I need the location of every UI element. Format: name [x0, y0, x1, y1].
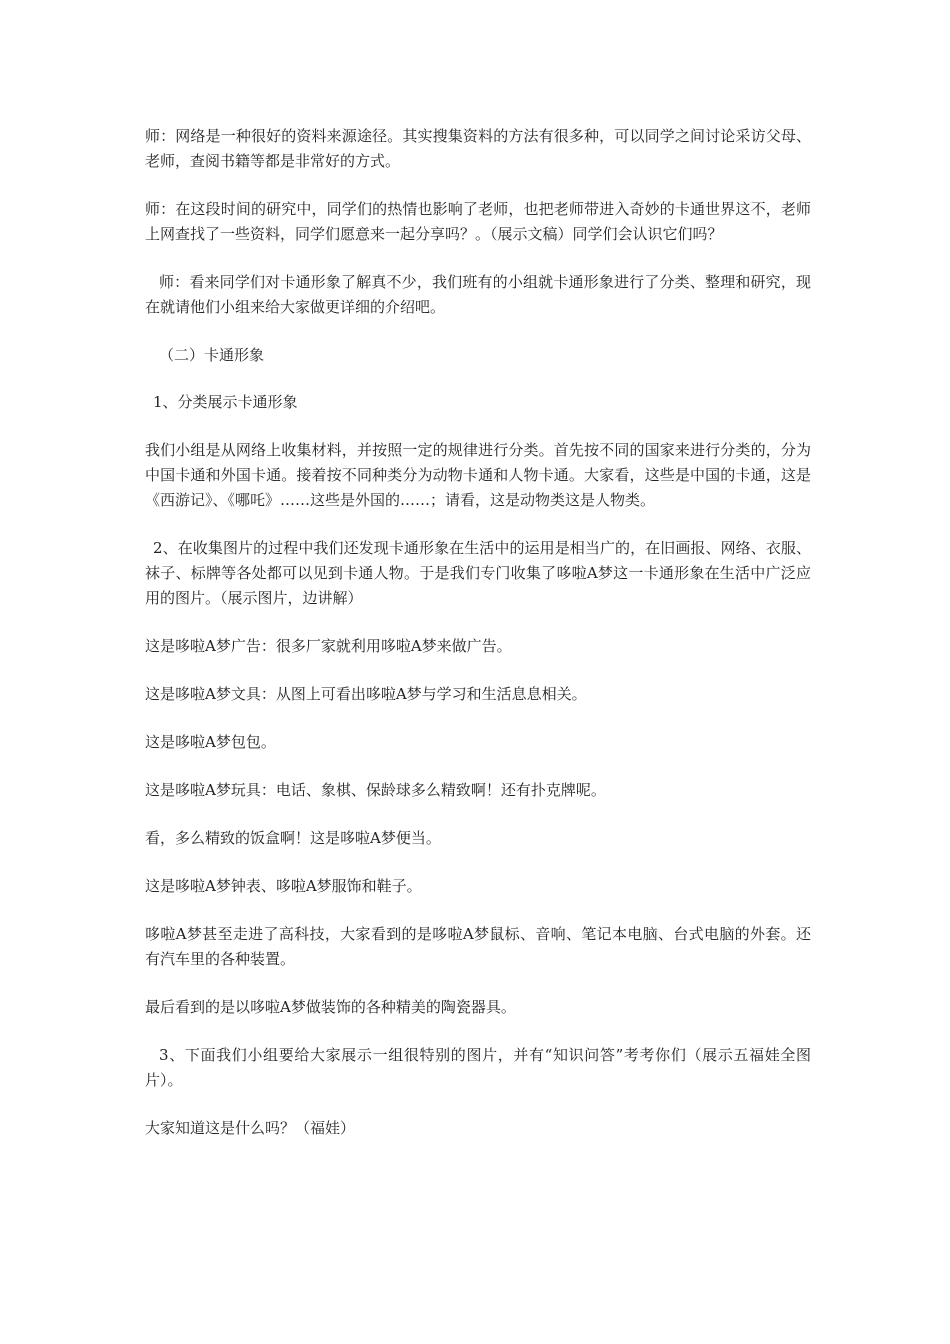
- paragraph-group-classification: 我们小组是从网络上收集材料，并按照一定的规律进行分类。首先按不同的国家来进行分类的，分为中国卡通和外国卡通。接着按不同种类分为动物卡通和人物卡通。大家看，这些是中国的卡通，这是《西游记》、《哪吒》……这些是外国的……；请看，这是动物类这是人物类。: [145, 441, 811, 509]
- paragraph-teacher-research: 师：在这段时间的研究中，同学们的热情也影响了老师，也把老师带进入奇妙的卡通世界这不，老师上网查找了一些资料，同学们愿意来一起分享吗？。（展示文稿）同学们会认识它们吗？: [145, 200, 811, 243]
- subheading-classify-display: 1、分类展示卡通形象: [153, 393, 298, 411]
- paragraph-doraemon-toys: 这是哆啦A梦玩具：电话、象棋、保龄球多么精致啊！还有扑克牌呢。: [145, 781, 606, 799]
- section-heading-cartoon-images: （二）卡通形象: [159, 346, 265, 364]
- paragraph-fuwa-question: 大家知道这是什么吗？（福娃）: [145, 1119, 356, 1137]
- paragraph-teacher-intro-group: 师：看来同学们对卡通形象了解真不少，我们班有的小组就卡通形象进行了分类、整理和研究，现在就请他们小组来给大家做更详细的介绍吧。: [145, 273, 811, 316]
- paragraph-doraemon-collection: 2、在收集图片的过程中我们还发现卡通形象在生活中的运用是相当广的，在旧画报、网络、衣服、袜子、标牌等各处都可以见到卡通人物。于是我们专门收集了哆啦A梦这一卡通形象在生活中广泛应用的图片。（展示图片，边讲解）: [145, 539, 811, 607]
- document-body: [145, 124, 811, 1164]
- paragraph-fuwa-quiz: 3、下面我们小组要给大家展示一组很特别的图片，并有“知识问答”考考你们（展示五福娃全图片）。: [145, 1046, 811, 1089]
- paragraph-doraemon-bags: 这是哆啦A梦包包。: [145, 733, 276, 751]
- paragraph-teacher-network: 师：网络是一种很好的资料来源途径。其实搜集资料的方法有很多种，可以同学之间讨论采访父母、老师，查阅书籍等都是非常好的方式。: [145, 127, 811, 170]
- paragraph-doraemon-bento: 看，多么精致的饭盒啊！这是哆啦A梦便当。: [145, 829, 441, 847]
- paragraph-doraemon-stationery: 这是哆啦A梦文具：从图上可看出哆啦A梦与学习和生活息息相关。: [145, 685, 587, 703]
- paragraph-doraemon-ceramics: 最后看到的是以哆啦A梦做装饰的各种精美的陶瓷器具。: [145, 998, 516, 1016]
- paragraph-doraemon-ads: 这是哆啦A梦广告：很多厂家就利用哆啦A梦来做广告。: [145, 637, 512, 655]
- paragraph-doraemon-clothing: 这是哆啦A梦钟表、哆啦A梦服饰和鞋子。: [145, 877, 422, 895]
- paragraph-doraemon-tech: 哆啦A梦甚至走进了高科技，大家看到的是哆啦A梦鼠标、音响、笔记本电脑、台式电脑的外套。还有汽车里的各种装置。: [145, 925, 811, 968]
